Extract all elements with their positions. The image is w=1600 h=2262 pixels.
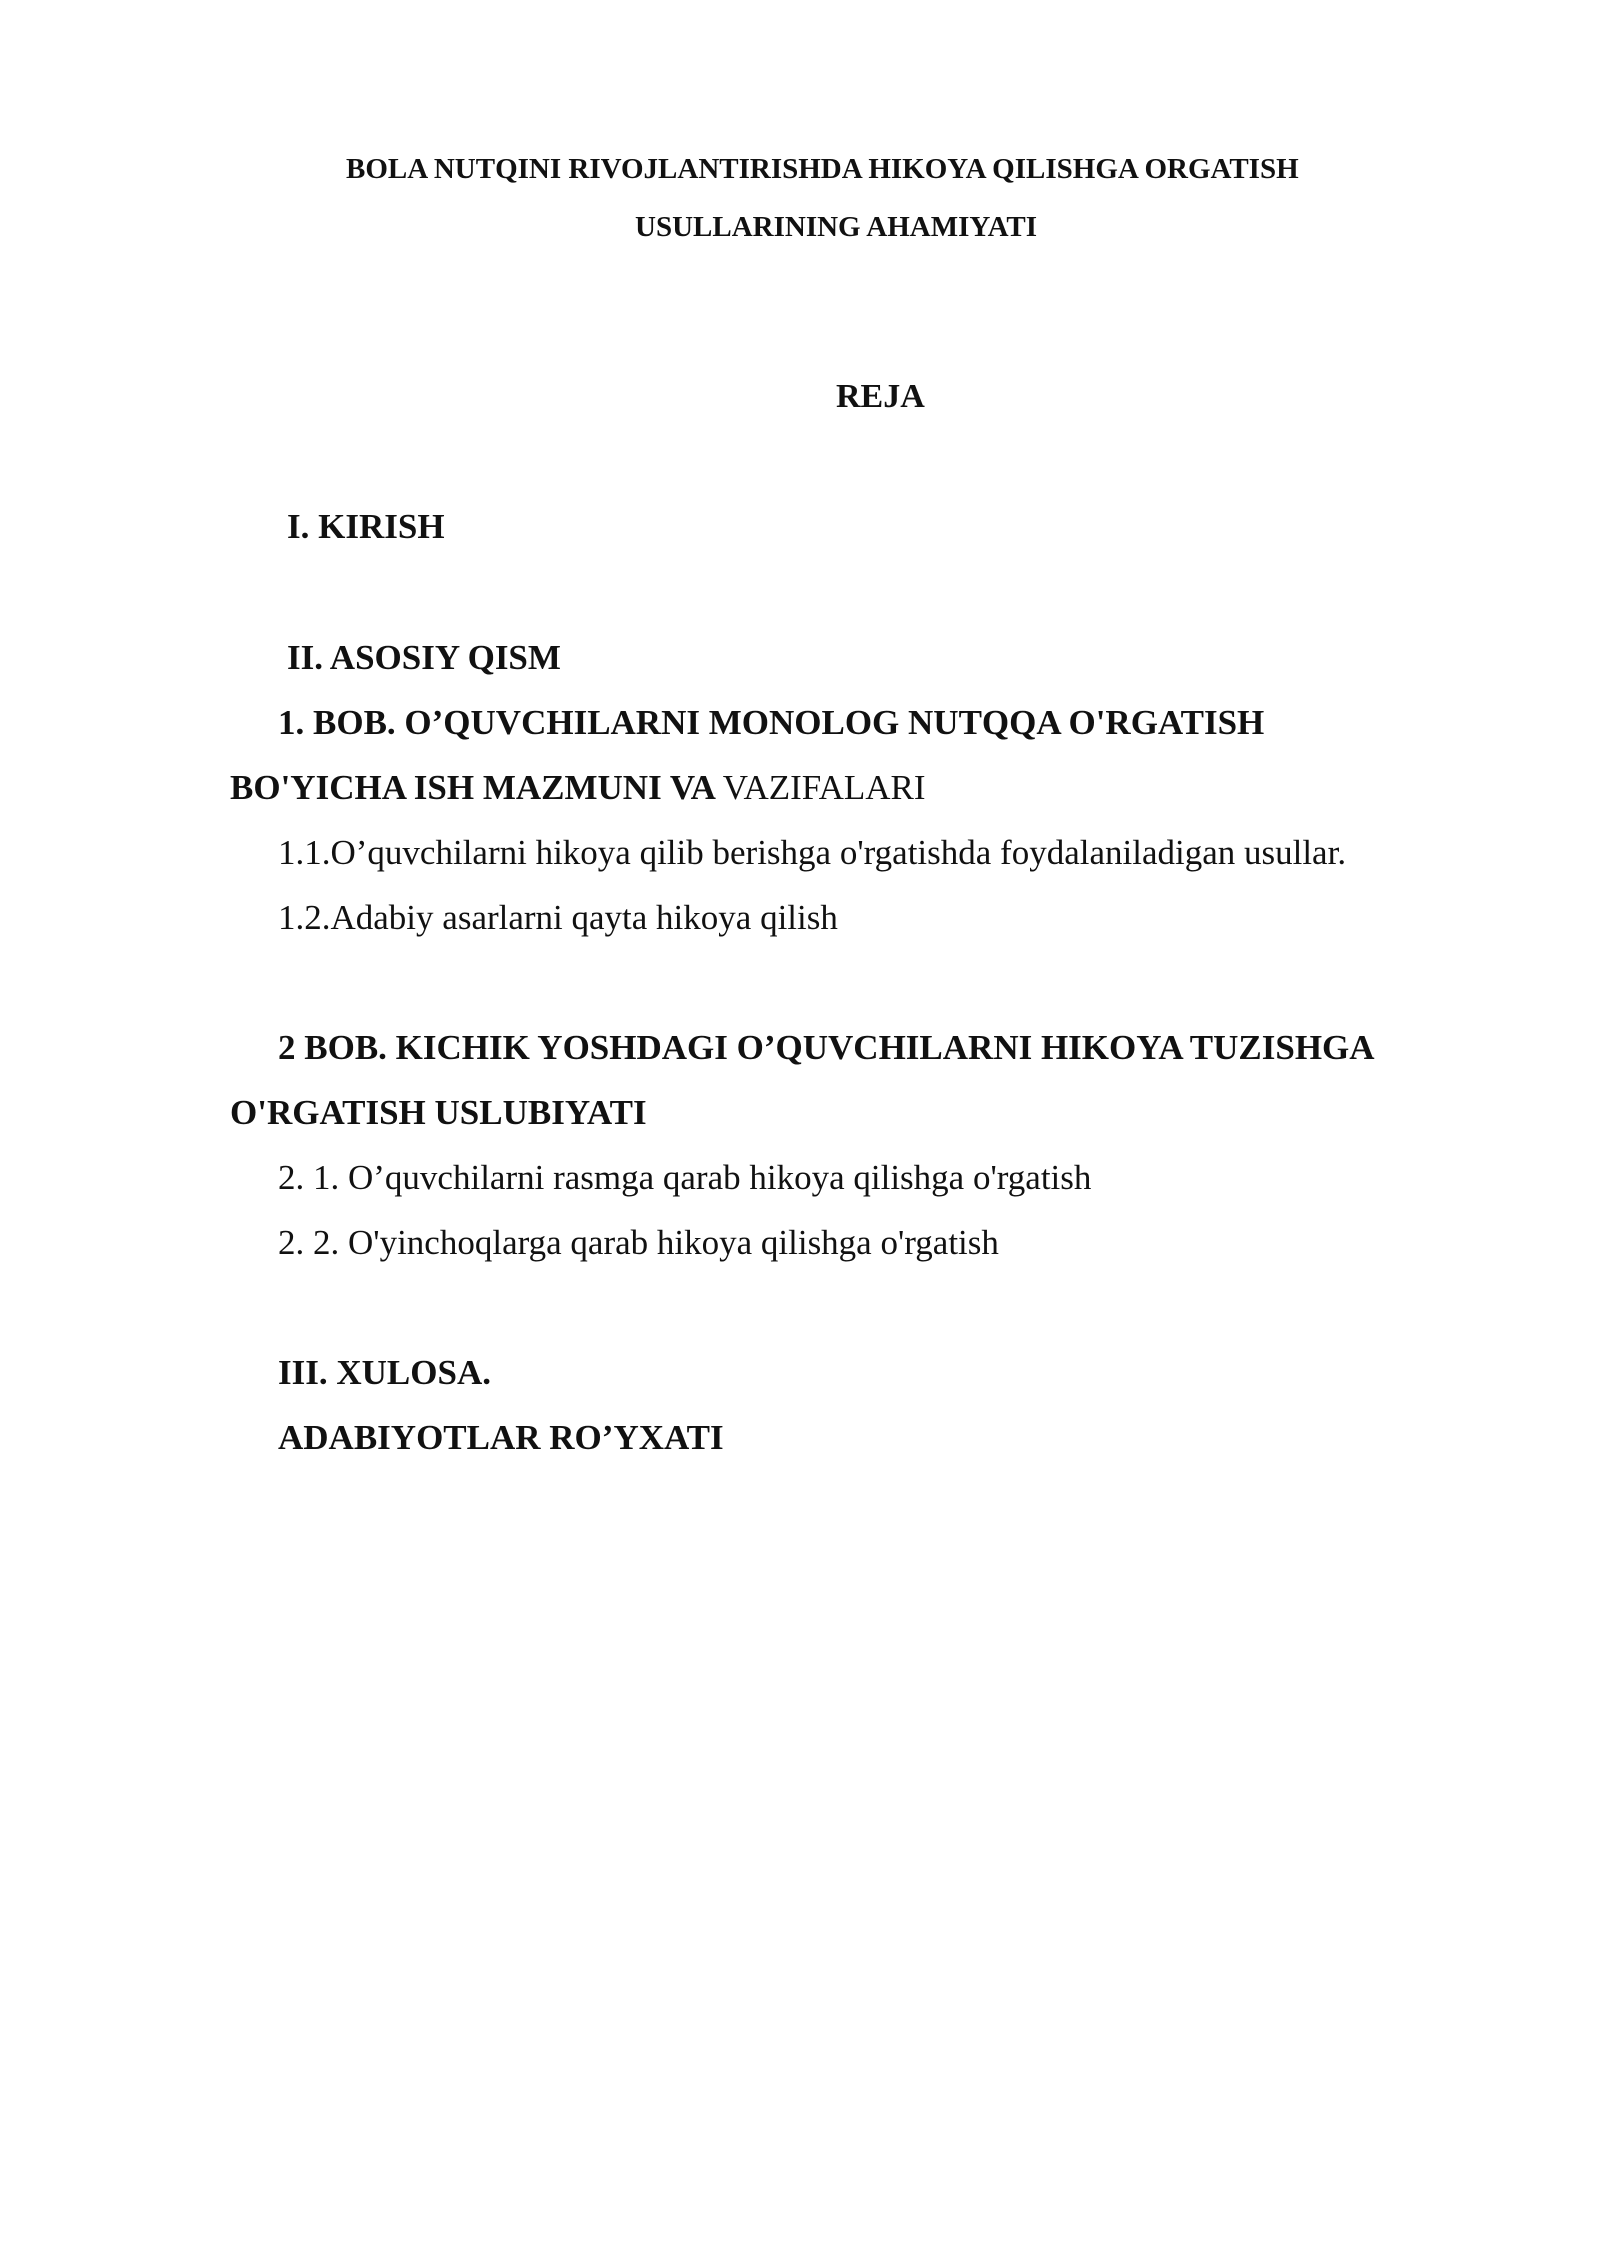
section-main-part: II. ASOSIY QISM <box>287 638 561 677</box>
chapter-1-heading-line-2 <box>230 768 926 808</box>
section-intro: I. KIRISH <box>287 507 445 546</box>
subsection-2-2: 2. 2. O'yinchoqlarga qarab hikoya qilishga o'rgatish <box>278 1223 999 1262</box>
subsection-1-1: 1.1.O’quvchilarni hikoya qilib berishga o'rgatishda foydalaniladigan usullar. <box>278 833 1347 872</box>
subsection-2-1: 2. 1. O’quvchilarni rasmga qarab hikoya qilishga o'rgatish <box>278 1158 1092 1197</box>
chapter-1-heading-regular-part: VAZIFALARI <box>722 768 926 807</box>
document-title-line-2: USULLARINING AHAMIYATI <box>635 211 1038 243</box>
section-conclusion: III. XULOSA. <box>278 1353 491 1392</box>
plan-heading: REJA <box>836 378 925 415</box>
chapter-1-heading-bold-part: BO'YICHA ISH MAZMUNI VA <box>230 768 723 807</box>
subsection-1-2: 1.2.Adabiy asarlarni qayta hikoya qilish <box>278 898 838 937</box>
section-references: ADABIYOTLAR RO’YXATI <box>278 1418 724 1457</box>
chapter-2-heading-line-1: 2 BOB. KICHIK YOSHDAGI O’QUVCHILARNI HIKOYA TUZISHGA <box>278 1028 1375 1067</box>
chapter-2-heading-line-2: O'RGATISH USLUBIYATI <box>230 1093 647 1132</box>
document-title-line-1: BOLA NUTQINI RIVOJLANTIRISHDA HIKOYA QILISHGA ORGATISH <box>346 153 1299 185</box>
chapter-1-heading-line-1: 1. BOB. O’QUVCHILARNI MONOLOG NUTQQA O'RGATISH <box>278 703 1265 742</box>
